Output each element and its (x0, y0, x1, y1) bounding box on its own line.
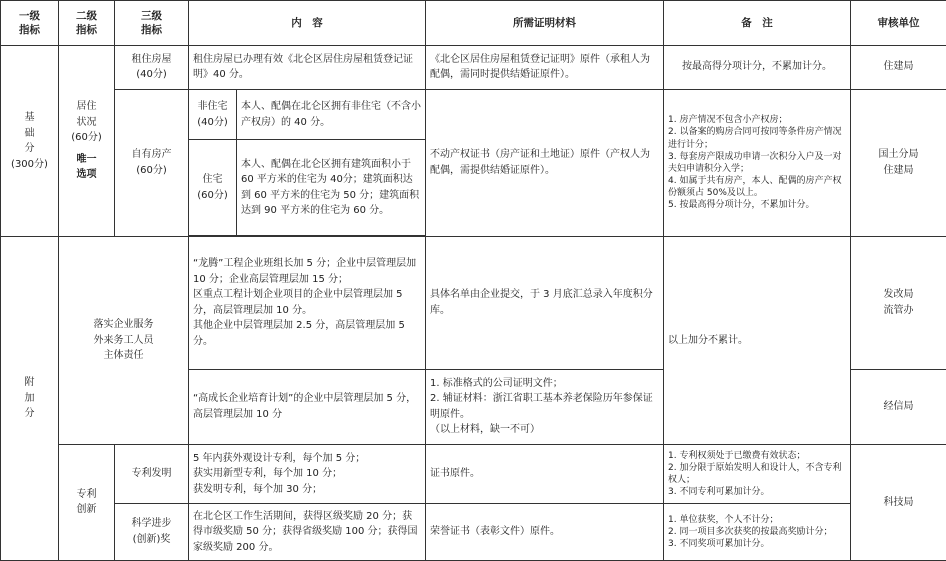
dragon-project-materials: 具体名单由企业提交，于 3 月底汇总录入年度积分库。 (426, 237, 664, 369)
rent-notes: 按最高得分项计分，不累加计分。 (664, 45, 851, 89)
invention-patent-content: 5 年内获外观设计专利，每个加 5 分； 获实用新型专利，每个加 10 分； 获发明专利，每个加 30 分； (189, 444, 426, 503)
invention-patent-label: 专利发明 (115, 444, 189, 503)
tech-award-materials: 荣誉证书（表彰文件）原件。 (426, 503, 664, 560)
own-property-notes: 1. 房产情况不包含小产权房； 2. 以备案的购房合同可按同等条件房产情况进行计分； 3. 每套房产限成功申请一次积分入户及一对夫妇申请积分入学； 4. 如属于共有房产，本人、配偶的房产产权份额须占 50%及以上。 5. 按最高得分项计分，不累加计分。 (664, 89, 851, 237)
header-content: 内 容 (189, 1, 426, 46)
own-property-materials: 不动产权证书（房产证和土地证）原件（产权人为配偶，需提供结婚证原件）。 (426, 89, 664, 237)
rent-content: 租住房屋已办理有效《北仑区居住房屋租赁登记证明》40 分。 (189, 45, 426, 89)
residence-only-option: 唯一 选项 (76, 153, 97, 181)
rent-unit: 住建局 (851, 45, 946, 89)
tech-award-content: 在北仑区工作生活期间，获得区级奖励 20 分；获得市级奖励 50 分；获得省级奖励 100 分；获得国家级奖励 200 分。 (189, 503, 426, 560)
residential-label: 住宅 (60分) (189, 140, 237, 236)
header-level2: 二级 指标 (59, 1, 115, 46)
residence-label: 居住 状况 (60分) (71, 101, 102, 144)
own-property-unit: 国土分局 住建局 (851, 89, 946, 237)
tech-award-notes: 1. 单位获奖，个人不计分； 2. 同一项目多次获奖的按最高奖励计分； 3. 不同奖项可累加计分。 (664, 503, 851, 560)
header-notes: 备 注 (664, 1, 851, 46)
non-residential-label: 非住宅 (40分) (189, 89, 237, 140)
dragon-project-content: “龙腾”工程企业班组长加 5 分；企业中层管理层加 10 分；企业高层管理层加 15 分； 区重点工程计划企业项目的企业中层管理层加 5 分，高层管理层加 10 分。 其他企业中层管理层加 2.5 分，高层管理层加 5 分。 (189, 237, 426, 369)
header-level3: 三级 指标 (115, 1, 189, 46)
residential-content: 本人、配偶在北仑区拥有建筑面积小于 60 平方米的住宅为 40分；建筑面积达到 60 平方米的住宅为 50 分；建筑面积达到 90 平方米的住宅为 60 分。 (237, 140, 426, 236)
rent-level3: 租住房屋 (40分) (115, 45, 189, 89)
header-level1: 一级 指标 (1, 1, 59, 46)
patent-unit: 科技局 (851, 444, 946, 560)
header-unit: 审核单位 (851, 1, 946, 46)
invention-patent-notes: 1. 专利权须处于已缴费有效状态； 2. 加分限于原始发明人和设计人，不含专利权人； 3. 不同专利可累加计分。 (664, 444, 851, 503)
own-property-level3: 自有房产 (60分) (115, 89, 189, 237)
bonus-score-label: 附 加 分 (1, 237, 59, 561)
basic-score-label: 基 础 分 (300分) (1, 45, 59, 236)
enterprise-responsibility-label: 落实企业服务 外来务工人员 主体责任 (59, 237, 189, 445)
invention-patent-materials: 证书原件。 (426, 444, 664, 503)
rent-materials: 《北仑区居住房屋租赁登记证明》原件（承租人为配偶，需同时提供结婚证原件）。 (426, 45, 664, 89)
non-residential-content: 本人、配偶在北仑区拥有非住宅（不含小产权房）的 40 分。 (237, 89, 426, 140)
residence-cell (59, 45, 115, 236)
growth-plan-materials: 1. 标准格式的公司证明文件； 2. 辅证材料：浙江省职工基本养老保险历年参保证明原件。 （以上材料，缺一不可） (426, 369, 664, 444)
growth-plan-content: “高成长企业培育计划”的企业中层管理层加 5 分，高层管理层加 10 分 (189, 369, 426, 444)
enterprise-notes: 以上加分不累计。 (664, 237, 851, 445)
growth-plan-unit: 经信局 (851, 369, 946, 444)
patent-innovation-label: 专利 创新 (59, 444, 115, 560)
tech-award-label: 科学进步 (创新)奖 (115, 503, 189, 560)
dragon-project-unit: 发改局 流管办 (851, 237, 946, 369)
header-materials: 所需证明材料 (426, 1, 664, 46)
